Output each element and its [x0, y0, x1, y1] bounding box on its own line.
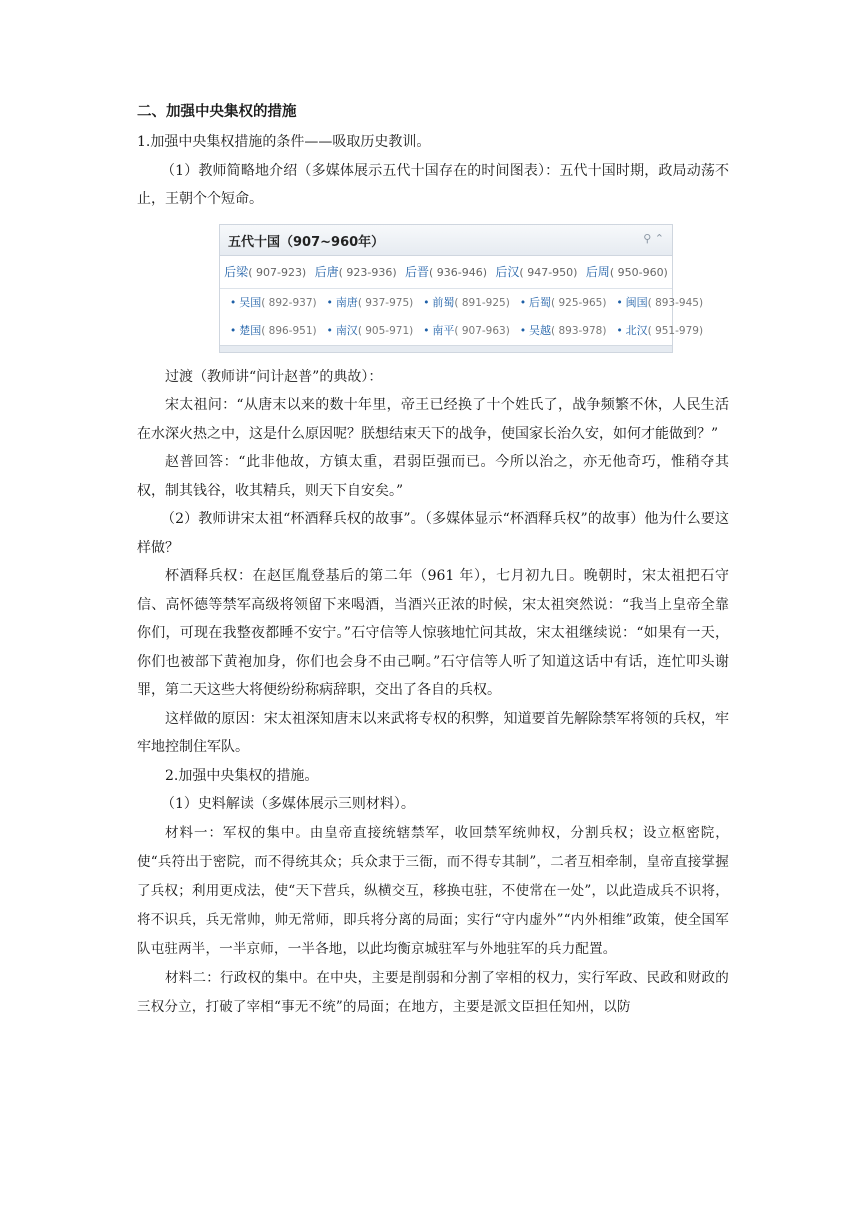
dynasty-link[interactable]: 后唐	[314, 264, 339, 279]
kingdom-link[interactable]: 楚国	[239, 323, 262, 337]
kingdom-years: ( 937-975)	[357, 296, 414, 309]
bullet-icon: •	[326, 296, 333, 309]
kingdom-cell	[606, 317, 703, 345]
kingdom-cell	[510, 289, 607, 317]
kingdom-years: ( 892-937)	[261, 296, 317, 309]
kingdom-link[interactable]: 南唐	[335, 295, 358, 309]
paragraph-sources: （1）史料解读（多媒体展示三则材料）。	[161, 796, 415, 812]
kingdom-link[interactable]: 南汉	[335, 323, 358, 337]
dynasty-years: ( 936-946)	[429, 265, 488, 279]
bullet-icon: •	[519, 296, 527, 309]
bullet-icon: •	[326, 324, 333, 337]
kingdom-years: ( 951-979)	[647, 324, 704, 337]
bullet-icon: •	[423, 296, 430, 309]
kingdom-years: ( 893-978)	[551, 324, 607, 337]
bullet-icon: •	[423, 324, 430, 337]
dynasty-years: ( 950-960)	[609, 265, 668, 279]
paragraph-transition: 过渡（教师讲“问计赵普”的典故）：	[165, 368, 383, 385]
dynasty-years: ( 923-936)	[338, 265, 397, 279]
document-body	[137, 100, 729, 1022]
kingdom-link[interactable]: 闽国	[625, 295, 648, 309]
dynasty-row	[220, 256, 672, 289]
paragraph-material-two: 材料二：行政权的集中。在中央，主要是削弱和分割了宰相的权力，实行军政、民政和财政的三权分立，打破了宰相“事无不统”的局面；在地方，主要是派文臣担任知州，以防	[137, 969, 729, 1015]
dynasty-cell	[401, 256, 491, 288]
kingdom-row	[220, 289, 704, 317]
kingdom-cell	[510, 317, 607, 345]
kingdom-cell	[317, 289, 414, 317]
kingdom-row	[220, 317, 704, 345]
bullet-icon: •	[519, 324, 527, 337]
five-dynasties-table	[219, 224, 704, 353]
dynasty-years: ( 907-923)	[248, 265, 307, 279]
paragraph-story-intro: （2）教师讲宋太祖“杯酒释兵权的故事”。（多媒体显示“杯酒释兵权”的故事）他为什么要这样做？	[137, 511, 729, 556]
dynasty-years: ( 947-950)	[519, 265, 578, 279]
paragraph-story: 杯酒释兵权：在赵匡胤登基后的第二年（961 年），七月初九日。晚朝时，宋太祖把石守信、高怀德等禁军高级将领留下来喝酒，当酒兴正浓的时候，宋太祖突然说：“我当上皇帝全靠你们，可现在我整夜都睡不安宁。”石守信等人惊骇地忙问其故，宋太祖继续说：“如果有一天，你们也被部下黄袍加身，你们也会身不由己啊。”石守信等人听了知道这话中有话，连忙叩头谢罪，第二天这些大将便纷纷称病辞职，交出了各自的兵权。	[137, 568, 729, 698]
paragraph-material-one: 材料一：军权的集中。由皇帝直接统辖禁军，收回禁军统帅权，分割兵权；设立枢密院，使“兵符出于密院，而不得统其众；兵众隶于三衙，而不得专其制”，二者互相牵制，皇帝直接掌握了兵权；利用更戍法，使“天下营兵，纵横交互，移换屯驻，不使常在一处”，以此造成兵不识将，将不识兵，兵无常帅，帅无常师，即兵将分离的局面；实行“守内虚外”“内外相维”政策，使全国军队屯驻两半，一半京师，一半各地，以此均衡京城驻军与外地驻军的兵力配置。	[137, 824, 729, 957]
kingdom-cell	[413, 317, 510, 345]
dynasty-cell	[491, 256, 581, 288]
dynasty-link[interactable]: 后汉	[495, 264, 520, 279]
kingdom-link[interactable]: 吴越	[529, 323, 552, 337]
kingdom-years: ( 905-971)	[357, 324, 414, 337]
bullet-icon: •	[616, 324, 623, 337]
bullet-icon: •	[230, 324, 237, 337]
kingdom-years: ( 891-925)	[454, 296, 510, 309]
paragraph-intro: （1）教师简略地介绍（多媒体展示五代十国存在的时间图表）：五代十国时期，政局动荡不止，王朝个个短命。	[137, 162, 729, 207]
dynasty-cell	[582, 256, 672, 288]
paragraph-zhao-pu-answer: 赵普回答：“此非他故，方镇太重，君弱臣强而已。今所以治之，亦无他奇巧，惟稍夺其权，制其钱谷，收其精兵，则天下自安矣。”	[137, 454, 729, 499]
table-header	[220, 225, 672, 256]
section-heading: 二、加强中央集权的措施	[137, 103, 297, 120]
bullet-icon: •	[230, 296, 237, 309]
kingdom-link[interactable]: 吴国	[239, 295, 262, 309]
kingdom-link[interactable]: 南平	[432, 323, 455, 337]
kingdom-years: ( 925-965)	[551, 296, 607, 309]
kingdom-years: ( 907-963)	[454, 324, 510, 337]
dynasty-link[interactable]: 后周	[585, 264, 610, 279]
paragraph-measures: 2.加强中央集权的措施。	[165, 767, 319, 784]
collapse-icon[interactable]: ⚲ ⌃	[643, 231, 664, 245]
paragraph-emperor-question: 宋太祖问：“从唐末以来的数十年里，帝王已经换了十个姓氏了，战争频繁不休，人民生活在水深火热之中，这是什么原因呢？朕想结束天下的战争，使国家长治久安，如何才能做到？”	[137, 397, 729, 442]
dynasty-link[interactable]: 后梁	[224, 264, 249, 279]
kingdom-cell	[413, 289, 510, 317]
dynasty-cell	[310, 256, 400, 288]
kingdom-cell	[317, 317, 414, 345]
kingdom-years: ( 893-945)	[647, 296, 704, 309]
kingdom-cell	[606, 289, 703, 317]
table-title: 五代十国（907~960年）	[228, 234, 385, 250]
table-footer	[220, 345, 672, 352]
paragraph-reason: 这样做的原因：宋太祖深知唐末以来武将专权的积弊，知道要首先解除禁军将领的兵权，牢牢地控制住军队。	[137, 710, 729, 755]
kingdom-link[interactable]: 前蜀	[432, 295, 455, 309]
kingdom-cell	[220, 289, 317, 317]
dynasty-link[interactable]: 后晋	[404, 264, 429, 279]
dynasty-cell	[220, 256, 310, 288]
kingdom-years: ( 896-951)	[261, 324, 317, 337]
bullet-icon: •	[616, 296, 623, 309]
paragraph-condition: 1.加强中央集权措施的条件——吸取历史教训。	[137, 134, 431, 150]
kingdom-link[interactable]: 后蜀	[529, 295, 552, 309]
kingdom-link[interactable]: 北汉	[625, 323, 648, 337]
kingdom-cell	[220, 317, 317, 345]
